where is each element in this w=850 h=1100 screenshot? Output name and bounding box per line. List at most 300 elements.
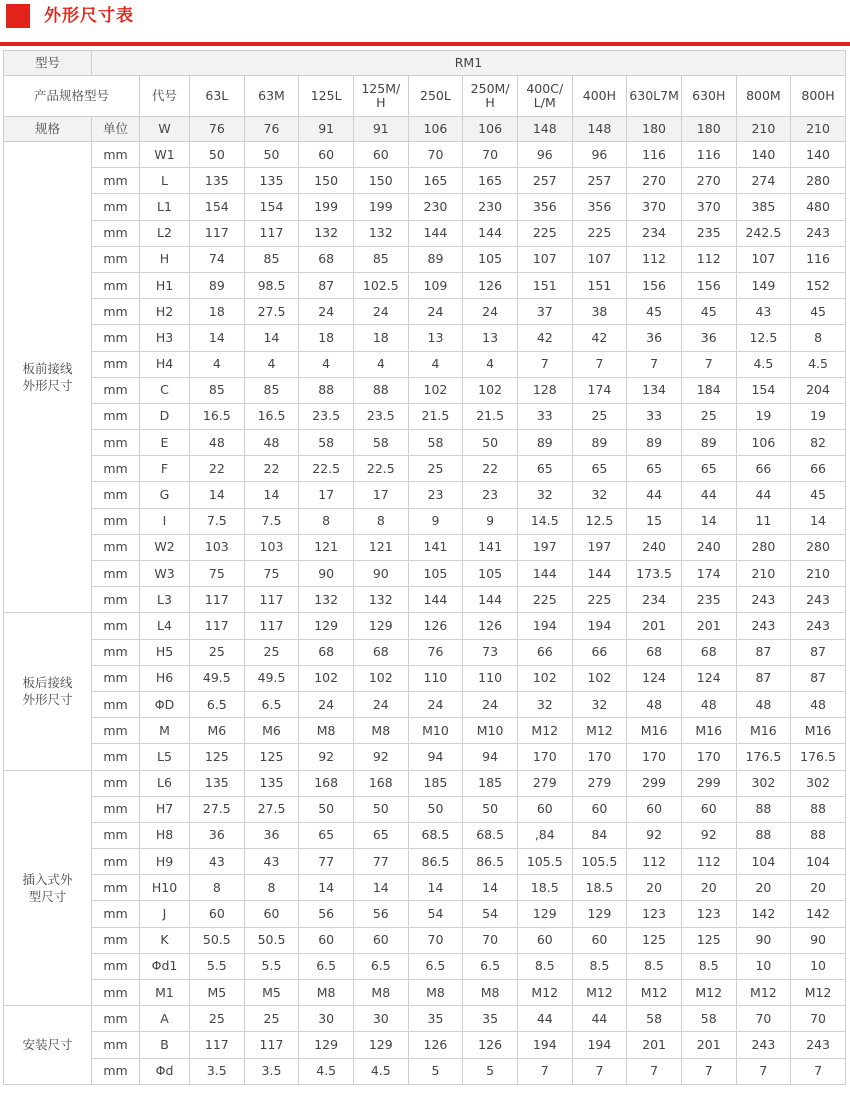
- value-cell: 225: [572, 587, 627, 613]
- value-cell: 24: [408, 691, 463, 717]
- code-cell: H1: [140, 272, 190, 298]
- value-cell: 257: [517, 168, 572, 194]
- value-cell: 65: [681, 456, 736, 482]
- value-cell: 84: [572, 822, 627, 848]
- value-cell: 126: [408, 1032, 463, 1058]
- value-cell: 14: [244, 325, 299, 351]
- table-row: [4, 613, 846, 639]
- value-cell: 152: [791, 272, 846, 298]
- value-cell: 242.5: [736, 220, 791, 246]
- value-cell: 68.5: [463, 822, 518, 848]
- value-cell: 89: [627, 430, 682, 456]
- value-cell: 13: [408, 325, 463, 351]
- value-cell: 176.5: [736, 744, 791, 770]
- value-cell: 302: [791, 770, 846, 796]
- value-cell: 18.5: [572, 875, 627, 901]
- unit-cell: mm: [92, 351, 140, 377]
- table-row: [4, 953, 846, 979]
- table-row: [4, 246, 846, 272]
- value-cell: 129: [572, 901, 627, 927]
- value-cell: 60: [572, 927, 627, 953]
- value-cell: 65: [572, 456, 627, 482]
- unit-cell: mm: [92, 849, 140, 875]
- value-cell: 92: [627, 822, 682, 848]
- value-cell: 25: [190, 1006, 245, 1032]
- value-cell: 4: [244, 351, 299, 377]
- table-row: [4, 194, 846, 220]
- value-cell: 110: [463, 665, 518, 691]
- value-cell: 234: [627, 587, 682, 613]
- unit-cell: mm: [92, 325, 140, 351]
- value-cell: 135: [190, 770, 245, 796]
- value-cell: 14: [408, 875, 463, 901]
- value-cell: 132: [353, 220, 408, 246]
- table-row: [4, 272, 846, 298]
- value-cell: 94: [463, 744, 518, 770]
- value-cell: 23.5: [353, 403, 408, 429]
- value-cell: 6.5: [244, 691, 299, 717]
- value-cell: M16: [736, 718, 791, 744]
- value-cell: 243: [791, 613, 846, 639]
- standard-value-cell: 91: [299, 117, 354, 142]
- value-cell: 24: [463, 299, 518, 325]
- unit-cell: mm: [92, 194, 140, 220]
- value-cell: 279: [517, 770, 572, 796]
- model-value: RM1: [92, 51, 846, 76]
- value-cell: 58: [353, 430, 408, 456]
- value-cell: 50.5: [190, 927, 245, 953]
- section-header: [0, 0, 850, 48]
- value-cell: M10: [463, 718, 518, 744]
- value-cell: 5: [463, 1058, 518, 1084]
- value-cell: 270: [681, 168, 736, 194]
- value-cell: 149: [736, 272, 791, 298]
- value-cell: 156: [681, 272, 736, 298]
- value-cell: 7: [736, 1058, 791, 1084]
- value-cell: 104: [736, 849, 791, 875]
- value-cell: 58: [681, 1006, 736, 1032]
- code-cell: H10: [140, 875, 190, 901]
- value-cell: 30: [299, 1006, 354, 1032]
- code-cell: H4: [140, 351, 190, 377]
- table-row: [4, 456, 846, 482]
- value-cell: 117: [244, 220, 299, 246]
- code-cell: L3: [140, 587, 190, 613]
- value-cell: 30: [353, 1006, 408, 1032]
- value-cell: 14: [299, 875, 354, 901]
- code-cell: C: [140, 377, 190, 403]
- value-cell: 132: [299, 587, 354, 613]
- value-cell: 105.5: [572, 849, 627, 875]
- value-cell: 82: [791, 430, 846, 456]
- value-cell: 7: [517, 351, 572, 377]
- value-cell: 56: [299, 901, 354, 927]
- value-cell: 105: [408, 561, 463, 587]
- standard-value-cell: 210: [736, 117, 791, 142]
- value-cell: 85: [353, 246, 408, 272]
- value-cell: 65: [517, 456, 572, 482]
- value-cell: 117: [190, 1032, 245, 1058]
- value-cell: 103: [190, 534, 245, 560]
- unit-cell: mm: [92, 822, 140, 848]
- value-cell: 32: [572, 691, 627, 717]
- value-cell: 243: [736, 613, 791, 639]
- value-cell: 204: [791, 377, 846, 403]
- value-cell: 126: [463, 1032, 518, 1058]
- unit-label: 单位: [92, 117, 140, 142]
- unit-cell: mm: [92, 587, 140, 613]
- value-cell: 68: [681, 639, 736, 665]
- value-cell: 77: [299, 849, 354, 875]
- value-cell: 134: [627, 377, 682, 403]
- value-cell: 116: [791, 246, 846, 272]
- value-cell: 18.5: [517, 875, 572, 901]
- value-cell: 25: [572, 403, 627, 429]
- value-cell: 48: [244, 430, 299, 456]
- standard-value-cell: 148: [572, 117, 627, 142]
- value-cell: 18: [190, 299, 245, 325]
- value-cell: M6: [244, 718, 299, 744]
- value-cell: 225: [517, 220, 572, 246]
- value-cell: 22: [190, 456, 245, 482]
- unit-cell: mm: [92, 953, 140, 979]
- value-cell: 102: [463, 377, 518, 403]
- value-cell: 356: [572, 194, 627, 220]
- value-cell: 14: [190, 325, 245, 351]
- value-cell: 27.5: [244, 796, 299, 822]
- value-cell: 117: [244, 1032, 299, 1058]
- value-cell: 23: [463, 482, 518, 508]
- unit-cell: mm: [92, 901, 140, 927]
- code-cell: J: [140, 901, 190, 927]
- value-cell: 174: [681, 561, 736, 587]
- value-cell: 44: [681, 482, 736, 508]
- value-cell: 14: [681, 508, 736, 534]
- value-cell: 68: [627, 639, 682, 665]
- value-cell: 90: [299, 561, 354, 587]
- value-cell: 49.5: [244, 665, 299, 691]
- unit-cell: mm: [92, 142, 140, 168]
- value-cell: 201: [681, 613, 736, 639]
- value-cell: 370: [681, 194, 736, 220]
- value-cell: 18: [353, 325, 408, 351]
- value-cell: 87: [736, 639, 791, 665]
- value-cell: 116: [681, 142, 736, 168]
- value-cell: 25: [681, 403, 736, 429]
- value-cell: 7: [572, 351, 627, 377]
- value-cell: 299: [681, 770, 736, 796]
- value-cell: 194: [517, 1032, 572, 1058]
- standard-value-cell: 106: [463, 117, 518, 142]
- value-cell: 89: [572, 430, 627, 456]
- value-cell: 154: [244, 194, 299, 220]
- value-cell: 58: [299, 430, 354, 456]
- unit-cell: mm: [92, 456, 140, 482]
- value-cell: 112: [681, 849, 736, 875]
- value-cell: 235: [681, 587, 736, 613]
- value-cell: 48: [190, 430, 245, 456]
- spec-value-cell: 400H: [572, 76, 627, 117]
- value-cell: M12: [791, 980, 846, 1006]
- table-row: [4, 325, 846, 351]
- table-row: [4, 220, 846, 246]
- table-row: [4, 142, 846, 168]
- code-cell: B: [140, 1032, 190, 1058]
- table-row: [4, 403, 846, 429]
- value-cell: 150: [353, 168, 408, 194]
- table-row: [4, 508, 846, 534]
- value-cell: 86.5: [408, 849, 463, 875]
- value-cell: 8.5: [681, 953, 736, 979]
- table-row: [4, 744, 846, 770]
- value-cell: 194: [517, 613, 572, 639]
- header-marker-icon: [6, 4, 30, 28]
- value-cell: 110: [408, 665, 463, 691]
- unit-cell: mm: [92, 875, 140, 901]
- value-cell: M12: [517, 980, 572, 1006]
- value-cell: 126: [408, 613, 463, 639]
- value-cell: 60: [190, 901, 245, 927]
- code-cell: I: [140, 508, 190, 534]
- table-row: [4, 927, 846, 953]
- standard-value-cell: 180: [681, 117, 736, 142]
- table-row: [4, 901, 846, 927]
- code-cell: H3: [140, 325, 190, 351]
- value-cell: 25: [244, 1006, 299, 1032]
- standard-row: [4, 117, 846, 142]
- value-cell: 50: [408, 796, 463, 822]
- value-cell: 36: [190, 822, 245, 848]
- group-label: 安装尺寸: [4, 1006, 92, 1085]
- value-cell: 144: [463, 220, 518, 246]
- unit-cell: mm: [92, 980, 140, 1006]
- unit-cell: mm: [92, 377, 140, 403]
- value-cell: 14: [463, 875, 518, 901]
- value-cell: 12.5: [736, 325, 791, 351]
- value-cell: 9: [408, 508, 463, 534]
- value-cell: 7: [572, 1058, 627, 1084]
- value-cell: 70: [463, 927, 518, 953]
- value-cell: ,84: [517, 822, 572, 848]
- value-cell: 66: [517, 639, 572, 665]
- value-cell: 92: [681, 822, 736, 848]
- value-cell: 106: [736, 430, 791, 456]
- standard-label: 规格: [4, 117, 92, 142]
- value-cell: 22: [463, 456, 518, 482]
- value-cell: 18: [299, 325, 354, 351]
- value-cell: M8: [353, 718, 408, 744]
- value-cell: 12.5: [572, 508, 627, 534]
- value-cell: M8: [463, 980, 518, 1006]
- value-cell: 5.5: [190, 953, 245, 979]
- section-title: 外形尺寸表: [44, 6, 134, 26]
- unit-cell: mm: [92, 272, 140, 298]
- value-cell: 25: [244, 639, 299, 665]
- value-cell: 3.5: [244, 1058, 299, 1084]
- unit-cell: mm: [92, 508, 140, 534]
- value-cell: 50: [463, 430, 518, 456]
- value-cell: 117: [190, 613, 245, 639]
- value-cell: 14: [353, 875, 408, 901]
- value-cell: 45: [681, 299, 736, 325]
- value-cell: 8: [353, 508, 408, 534]
- value-cell: 48: [736, 691, 791, 717]
- value-cell: 4: [353, 351, 408, 377]
- unit-cell: mm: [92, 299, 140, 325]
- value-cell: 154: [736, 377, 791, 403]
- value-cell: 15: [627, 508, 682, 534]
- value-cell: 124: [681, 665, 736, 691]
- value-cell: 75: [244, 561, 299, 587]
- value-cell: M12: [736, 980, 791, 1006]
- code-cell: W2: [140, 534, 190, 560]
- value-cell: 135: [190, 168, 245, 194]
- value-cell: 22.5: [353, 456, 408, 482]
- value-cell: 105.5: [517, 849, 572, 875]
- value-cell: 68: [299, 639, 354, 665]
- table-row: [4, 691, 846, 717]
- code-cell: Φd: [140, 1058, 190, 1084]
- value-cell: 117: [244, 613, 299, 639]
- value-cell: 4: [463, 351, 518, 377]
- value-cell: 24: [299, 691, 354, 717]
- value-cell: 257: [572, 168, 627, 194]
- value-cell: 33: [517, 403, 572, 429]
- value-cell: 124: [627, 665, 682, 691]
- value-cell: 65: [627, 456, 682, 482]
- value-cell: 24: [353, 691, 408, 717]
- value-cell: 117: [190, 587, 245, 613]
- value-cell: 44: [627, 482, 682, 508]
- value-cell: 5: [408, 1058, 463, 1084]
- value-cell: 210: [791, 561, 846, 587]
- value-cell: 7.5: [190, 508, 245, 534]
- value-cell: 96: [517, 142, 572, 168]
- standard-value-cell: 106: [408, 117, 463, 142]
- value-cell: 50: [299, 796, 354, 822]
- value-cell: 201: [681, 1032, 736, 1058]
- value-cell: M12: [572, 980, 627, 1006]
- value-cell: 6.5: [299, 953, 354, 979]
- code-cell: H7: [140, 796, 190, 822]
- value-cell: 116: [627, 142, 682, 168]
- unit-cell: mm: [92, 1006, 140, 1032]
- value-cell: 117: [190, 220, 245, 246]
- value-cell: 105: [463, 561, 518, 587]
- code-cell: L5: [140, 744, 190, 770]
- code-cell: W1: [140, 142, 190, 168]
- unit-cell: mm: [92, 246, 140, 272]
- value-cell: 102: [299, 665, 354, 691]
- value-cell: M12: [572, 718, 627, 744]
- value-cell: 125: [244, 744, 299, 770]
- value-cell: 66: [791, 456, 846, 482]
- value-cell: 129: [353, 1032, 408, 1058]
- code-cell: E: [140, 430, 190, 456]
- value-cell: 20: [681, 875, 736, 901]
- value-cell: 7.5: [244, 508, 299, 534]
- unit-cell: mm: [92, 665, 140, 691]
- value-cell: 98.5: [244, 272, 299, 298]
- code-cell: H5: [140, 639, 190, 665]
- unit-cell: mm: [92, 796, 140, 822]
- value-cell: 9: [463, 508, 518, 534]
- model-label: 型号: [4, 51, 92, 76]
- value-cell: 58: [408, 430, 463, 456]
- unit-cell: mm: [92, 770, 140, 796]
- value-cell: 50: [353, 796, 408, 822]
- value-cell: 45: [627, 299, 682, 325]
- value-cell: 102: [408, 377, 463, 403]
- table-row: [4, 351, 846, 377]
- code-cell: L4: [140, 613, 190, 639]
- value-cell: 24: [463, 691, 518, 717]
- table-row: [4, 482, 846, 508]
- code-cell: A: [140, 1006, 190, 1032]
- standard-value-cell: 210: [791, 117, 846, 142]
- value-cell: 168: [353, 770, 408, 796]
- table-row: [4, 849, 846, 875]
- value-cell: 135: [244, 770, 299, 796]
- value-cell: 35: [408, 1006, 463, 1032]
- table-row: [4, 377, 846, 403]
- value-cell: 274: [736, 168, 791, 194]
- value-cell: 60: [353, 927, 408, 953]
- group-label: 插入式外 型尺寸: [4, 770, 92, 1006]
- value-cell: 151: [572, 272, 627, 298]
- value-cell: 117: [244, 587, 299, 613]
- value-cell: 235: [681, 220, 736, 246]
- value-cell: 7: [681, 1058, 736, 1084]
- value-cell: 90: [791, 927, 846, 953]
- value-cell: 27.5: [190, 796, 245, 822]
- table-row: [4, 299, 846, 325]
- value-cell: 73: [463, 639, 518, 665]
- value-cell: 50: [244, 142, 299, 168]
- value-cell: 70: [463, 142, 518, 168]
- value-cell: 20: [736, 875, 791, 901]
- value-cell: 19: [736, 403, 791, 429]
- value-cell: 92: [299, 744, 354, 770]
- value-cell: 4: [408, 351, 463, 377]
- value-cell: 123: [627, 901, 682, 927]
- table-row: [4, 796, 846, 822]
- value-cell: 25: [190, 639, 245, 665]
- spec-value-cell: 630L7M: [627, 76, 682, 117]
- value-cell: 14.5: [517, 508, 572, 534]
- value-cell: 16.5: [244, 403, 299, 429]
- value-cell: 144: [517, 561, 572, 587]
- unit-cell: mm: [92, 1058, 140, 1084]
- spec-value-cell: 63M: [244, 76, 299, 117]
- value-cell: 8.5: [627, 953, 682, 979]
- value-cell: 102: [517, 665, 572, 691]
- value-cell: 129: [353, 613, 408, 639]
- code-cell: H6: [140, 665, 190, 691]
- spec-value-cell: 630H: [681, 76, 736, 117]
- unit-cell: mm: [92, 613, 140, 639]
- spec-value-cell: 800H: [791, 76, 846, 117]
- unit-cell: mm: [92, 561, 140, 587]
- value-cell: 88: [299, 377, 354, 403]
- spec-value-cell: 63L: [190, 76, 245, 117]
- value-cell: 6.5: [408, 953, 463, 979]
- value-cell: 44: [517, 1006, 572, 1032]
- value-cell: 5.5: [244, 953, 299, 979]
- value-cell: 87: [791, 665, 846, 691]
- header-divider: [0, 42, 850, 46]
- value-cell: 197: [572, 534, 627, 560]
